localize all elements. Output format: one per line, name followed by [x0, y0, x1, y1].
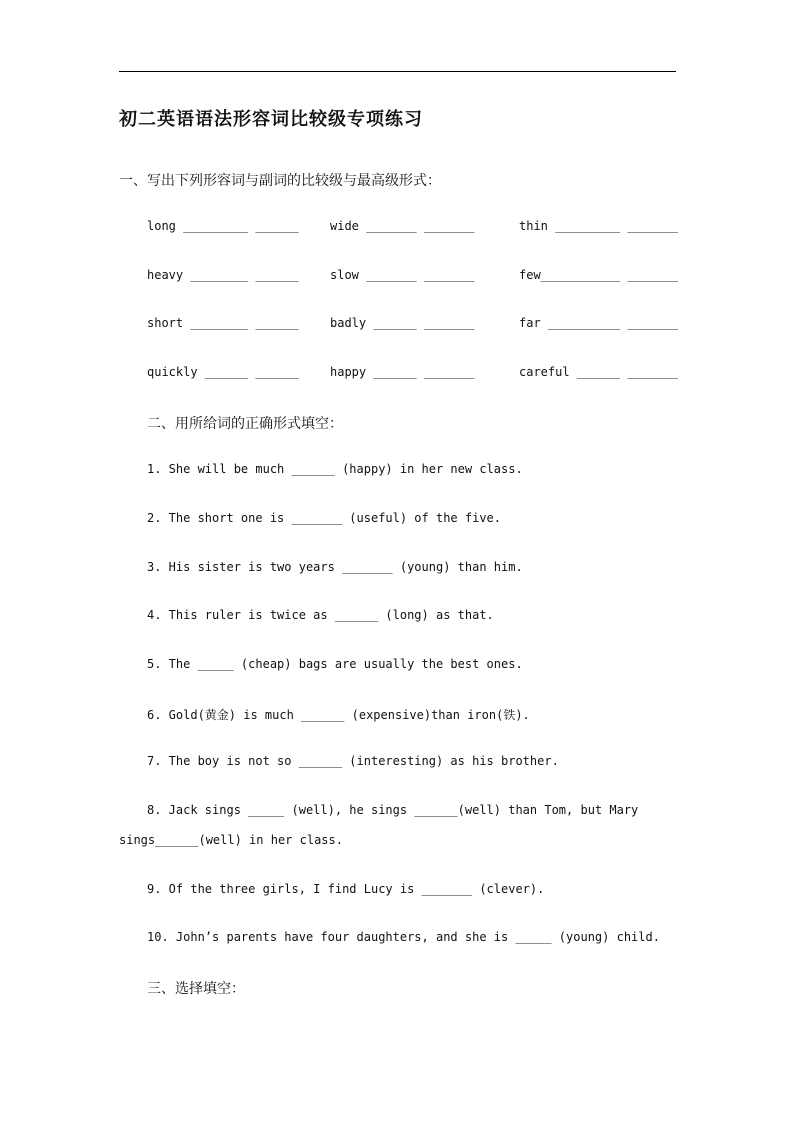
page-title: 初二英语语法形容词比较级专项练习	[119, 109, 423, 130]
word-item-far: far __________ _______	[519, 316, 678, 330]
exercise-8-line-2: sings______(well) in her class.	[119, 833, 343, 847]
word-item-heavy: heavy ________ ______	[147, 268, 299, 282]
word-item-careful: careful ______ _______	[519, 365, 678, 379]
header-rule	[119, 71, 676, 72]
section-3-heading: 三、选择填空：	[147, 981, 245, 997]
exercise-1: 1. She will be much ______ (happy) in her new class.	[147, 462, 523, 476]
section-2-heading: 二、用所给词的正确形式填空：	[147, 416, 343, 432]
word-item-thin: thin _________ _______	[519, 219, 678, 233]
exercise-10: 10. John’s parents have four daughters, and she is _____ (young) child.	[147, 930, 660, 944]
word-item-quickly: quickly ______ ______	[147, 365, 299, 379]
word-item-wide: wide _______ _______	[330, 219, 475, 233]
exercise-2: 2. The short one is _______ (useful) of the five.	[147, 511, 502, 525]
exercise-8-line-1: 8. Jack sings _____ (well), he sings ______(well) than Tom, but Mary	[147, 803, 639, 817]
exercise-5: 5. The _____ (cheap) bags are usually the best ones.	[147, 657, 523, 671]
exercise-6: 6. Gold(黄金) is much ______ (expensive)than iron(铁).	[147, 708, 530, 722]
word-item-slow: slow _______ _______	[330, 268, 475, 282]
exercise-7: 7. The boy is not so ______ (interesting) as his brother.	[147, 754, 559, 768]
exercise-9: 9. Of the three girls, I find Lucy is _______ (clever).	[147, 882, 545, 896]
word-item-badly: badly ______ _______	[330, 316, 475, 330]
word-item-happy: happy ______ _______	[330, 365, 475, 379]
exercise-3: 3. His sister is two years _______ (young) than him.	[147, 560, 523, 574]
word-item-few: few___________ _______	[519, 268, 678, 282]
exercise-4: 4. This ruler is twice as ______ (long) as that.	[147, 608, 494, 622]
word-item-short: short ________ ______	[147, 316, 299, 330]
word-item-long: long _________ ______	[147, 219, 299, 233]
section-1-heading: 一、写出下列形容词与副词的比较级与最高级形式：	[119, 173, 441, 189]
